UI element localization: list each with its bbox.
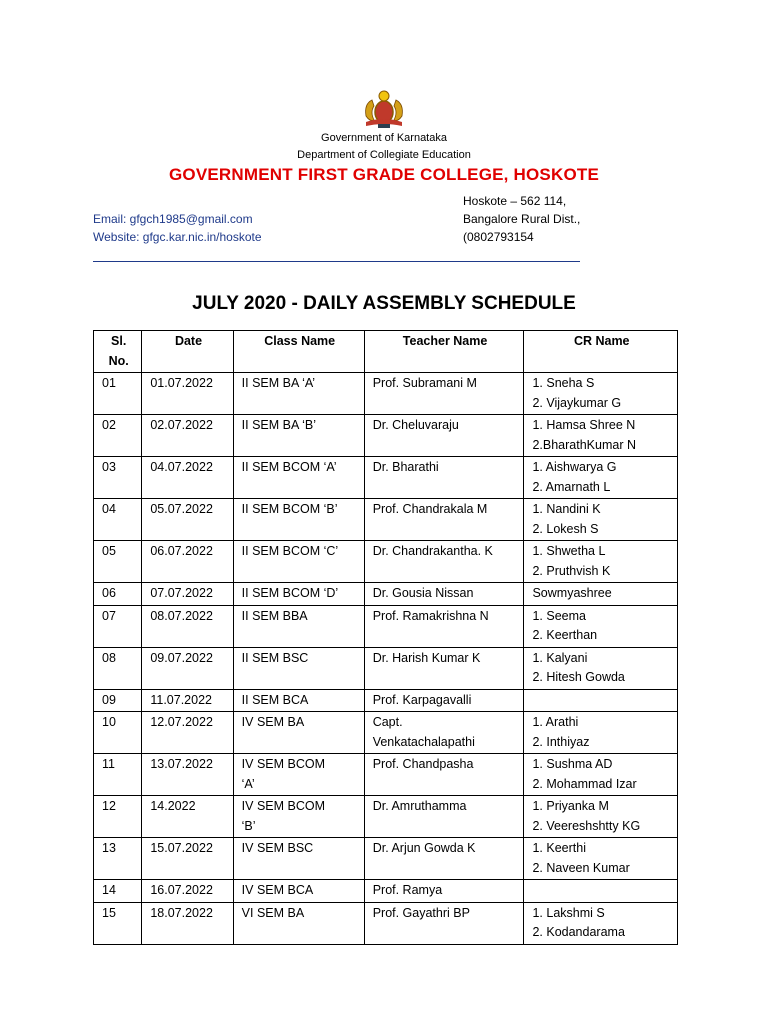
cell-cr-name-line: 1. Lakshmi S	[532, 905, 605, 920]
cell-class-name	[233, 499, 364, 541]
cell-class-name-line: IV SEM BCOM	[241, 757, 325, 771]
cell-cr-name-line: 1. Keerthi	[532, 841, 586, 855]
cell-date: 11.07.2022	[142, 689, 233, 712]
cell-teacher-name	[364, 457, 524, 499]
cell-class-name	[233, 647, 364, 689]
cell-date: 16.07.2022	[142, 880, 233, 903]
schedule-body	[94, 373, 678, 945]
karnataka-emblem-icon	[358, 86, 410, 130]
table-row	[94, 712, 678, 754]
cell-teacher-name-line: Dr. Amruthamma	[372, 799, 467, 813]
cell-cr-name-line: 2. Veereshshtty KG	[532, 818, 641, 833]
cell-date: 13.07.2022	[142, 754, 233, 796]
cell-class-name	[233, 902, 364, 944]
cell-class-name-line: VI SEM BA	[241, 905, 305, 920]
cell-class-name-line: IV SEM BCA	[241, 883, 314, 897]
header-divider	[93, 261, 580, 262]
cell-class-name-line: II SEM BA ‘A’	[241, 376, 316, 390]
website-text: Website: gfgc.kar.nic.in/hoskote	[93, 230, 262, 244]
address-block	[463, 192, 580, 246]
cell-cr-name	[524, 754, 678, 796]
cell-cr-name	[524, 583, 678, 606]
cell-cr-name-line: 2. Pruthvish K	[532, 563, 611, 578]
cell-date: 04.07.2022	[142, 457, 233, 499]
cell-teacher-name-line: Prof. Subramani M	[372, 376, 477, 390]
cell-class-name	[233, 838, 364, 880]
cell-teacher-name-line: Dr. Cheluvaraju	[372, 418, 459, 432]
cell-teacher-name-line: Prof. Karpagavalli	[372, 692, 472, 707]
cell-teacher-name-line: Venkatachalapathi	[372, 734, 475, 749]
cell-class-name-line: II SEM BBA	[241, 608, 308, 623]
cell-cr-name-line: 1. Hamsa Shree N	[532, 418, 636, 432]
cell-cr-name	[524, 689, 678, 712]
cell-date: 08.07.2022	[142, 605, 233, 647]
cell-teacher-name-line: Prof. Ramakrishna N	[372, 608, 489, 623]
cell-teacher-name-line: Prof. Chandrakala M	[372, 502, 488, 516]
table-row	[94, 754, 678, 796]
cell-cr-name-line: 2.BharathKumar N	[532, 437, 636, 452]
cell-date: 07.07.2022	[142, 583, 233, 606]
cell-class-name-line: II SEM BSC	[241, 650, 309, 665]
cell-sl-no: 09	[94, 689, 142, 712]
cell-class-name-line: II SEM BCOM ‘C’	[241, 544, 339, 558]
table-row	[94, 880, 678, 903]
cell-cr-name-line: 2. Hitesh Gowda	[532, 670, 625, 684]
table-row	[94, 902, 678, 944]
cell-cr-name	[524, 712, 678, 754]
contact-info	[93, 210, 262, 246]
table-row	[94, 796, 678, 838]
cell-class-name	[233, 796, 364, 838]
cell-teacher-name-line: Dr. Gousia Nissan	[372, 586, 474, 600]
cell-class-name-line: IV SEM BCOM	[241, 799, 325, 813]
cell-class-name-line: II SEM BCOM ‘D’	[241, 586, 339, 600]
cell-cr-name-line: 2. Amarnath L	[532, 479, 611, 494]
cell-teacher-name	[364, 605, 524, 647]
cell-cr-name-line: 2. Vijaykumar G	[532, 395, 622, 410]
cell-cr-name-line: 1. Kalyani	[532, 650, 588, 665]
header-class-name: Class Name	[233, 331, 364, 373]
cell-class-name	[233, 541, 364, 583]
cell-sl-no: 01	[94, 373, 142, 415]
cell-class-name	[233, 457, 364, 499]
cell-date: 05.07.2022	[142, 499, 233, 541]
cell-sl-no: 05	[94, 541, 142, 583]
college-title: GOVERNMENT FIRST GRADE COLLEGE, HOSKOTE	[169, 165, 599, 184]
cell-class-name	[233, 754, 364, 796]
cell-class-name	[233, 880, 364, 903]
cell-cr-name-line: 1. Seema	[532, 608, 586, 623]
cell-teacher-name	[364, 838, 524, 880]
cell-cr-name-line: 1. Shwetha L	[532, 544, 606, 558]
cell-teacher-name-line: Prof. Chandpasha	[372, 757, 474, 771]
cell-teacher-name	[364, 880, 524, 903]
table-row	[94, 605, 678, 647]
table-row	[94, 838, 678, 880]
cell-class-name-line: ‘A’	[241, 776, 255, 791]
cell-date: 14.2022	[142, 796, 233, 838]
cell-cr-name-line: 2. Mohammad Izar	[532, 776, 637, 791]
header-sl-no: Sl. No.	[94, 331, 142, 373]
cell-date: 09.07.2022	[142, 647, 233, 689]
cell-class-name-line: II SEM BCOM ‘B’	[241, 502, 338, 516]
cell-teacher-name	[364, 415, 524, 457]
cell-cr-name	[524, 499, 678, 541]
cell-teacher-name-line: Dr. Bharathi	[372, 460, 439, 474]
cell-cr-name-line: 2. Lokesh S	[532, 521, 599, 536]
email-text: Email: gfgch1985@gmail.com	[93, 212, 253, 226]
cell-sl-no: 02	[94, 415, 142, 457]
cell-teacher-name	[364, 754, 524, 796]
address-line-1: Hoskote – 562 114,	[463, 194, 567, 208]
cell-class-name-line: IV SEM BSC	[241, 841, 314, 855]
table-row	[94, 457, 678, 499]
cell-sl-no: 12	[94, 796, 142, 838]
header-date: Date	[142, 331, 233, 373]
cell-sl-no: 04	[94, 499, 142, 541]
table-row	[94, 499, 678, 541]
cell-class-name	[233, 605, 364, 647]
cell-sl-no: 08	[94, 647, 142, 689]
cell-cr-name-line: 2. Keerthan	[532, 628, 598, 642]
cell-cr-name-line: 1. Sushma AD	[532, 757, 613, 771]
cell-cr-name	[524, 373, 678, 415]
cell-class-name-line: II SEM BCOM ‘A’	[241, 460, 337, 474]
cell-cr-name	[524, 647, 678, 689]
table-row	[94, 689, 678, 712]
cell-cr-name-line: 1. Arathi	[532, 715, 579, 729]
department-label: Department of Collegiate Education	[297, 149, 471, 161]
cell-class-name	[233, 415, 364, 457]
cell-date: 01.07.2022	[142, 373, 233, 415]
cell-class-name-line: II SEM BCA	[241, 692, 309, 707]
cell-class-name	[233, 712, 364, 754]
table-row	[94, 373, 678, 415]
cell-cr-name-line: 1. Aishwarya G	[532, 460, 617, 474]
cell-teacher-name-line: Capt.	[372, 715, 403, 729]
cell-sl-no: 15	[94, 902, 142, 944]
cell-date: 15.07.2022	[142, 838, 233, 880]
cell-class-name-line: ‘B’	[241, 818, 256, 833]
cell-sl-no: 13	[94, 838, 142, 880]
cell-teacher-name-line: Prof. Ramya	[372, 883, 443, 897]
cell-teacher-name-line: Dr. Chandrakantha. K	[372, 544, 493, 558]
phone-text: (0802793154	[463, 230, 534, 244]
cell-cr-name-line: 2. Naveen Kumar	[532, 860, 630, 875]
cell-teacher-name	[364, 689, 524, 712]
header-cr-name: CR Name	[524, 331, 678, 373]
cell-cr-name	[524, 902, 678, 944]
cell-date: 02.07.2022	[142, 415, 233, 457]
cell-date: 06.07.2022	[142, 541, 233, 583]
cell-class-name	[233, 689, 364, 712]
cell-sl-no: 06	[94, 583, 142, 606]
table-row	[94, 541, 678, 583]
cell-cr-name-line: 1. Nandini K	[532, 502, 601, 516]
header-teacher-name: Teacher Name	[364, 331, 524, 373]
cell-cr-name	[524, 796, 678, 838]
cell-class-name	[233, 373, 364, 415]
table-row	[94, 415, 678, 457]
cell-cr-name-line: Sowmyashree	[532, 586, 612, 600]
cell-teacher-name	[364, 583, 524, 606]
table-header-row	[94, 331, 678, 373]
assembly-schedule-table	[93, 330, 678, 945]
table-row	[94, 647, 678, 689]
cell-sl-no: 03	[94, 457, 142, 499]
cell-sl-no: 14	[94, 880, 142, 903]
cell-cr-name-line: 2. Kodandarama	[532, 925, 625, 939]
cell-teacher-name-line: Prof. Gayathri BP	[372, 905, 470, 920]
cell-sl-no: 11	[94, 754, 142, 796]
cell-sl-no: 07	[94, 605, 142, 647]
cell-date: 12.07.2022	[142, 712, 233, 754]
cell-date: 18.07.2022	[142, 902, 233, 944]
cell-teacher-name-line: Dr. Harish Kumar K	[372, 650, 481, 665]
cell-cr-name-line: 1. Sneha S	[532, 376, 595, 390]
cell-teacher-name	[364, 647, 524, 689]
cell-cr-name	[524, 457, 678, 499]
cell-teacher-name-line: Dr. Arjun Gowda K	[372, 841, 476, 855]
cell-cr-name-line: 2. Inthiyaz	[532, 734, 590, 749]
cell-teacher-name	[364, 796, 524, 838]
cell-teacher-name	[364, 541, 524, 583]
cell-cr-name	[524, 605, 678, 647]
cell-sl-no: 10	[94, 712, 142, 754]
government-label: Government of Karnataka	[321, 132, 447, 144]
cell-cr-name	[524, 838, 678, 880]
cell-cr-name	[524, 880, 678, 903]
cell-teacher-name	[364, 902, 524, 944]
cell-cr-name	[524, 541, 678, 583]
cell-teacher-name	[364, 373, 524, 415]
address-line-2: Bangalore Rural Dist.,	[463, 212, 581, 226]
cell-teacher-name	[364, 712, 524, 754]
cell-teacher-name	[364, 499, 524, 541]
cell-class-name-line: IV SEM BA	[241, 715, 305, 729]
cell-cr-name	[524, 415, 678, 457]
cell-cr-name-line: 1. Priyanka M	[532, 799, 609, 813]
schedule-title: JULY 2020 - DAILY ASSEMBLY SCHEDULE	[192, 293, 576, 314]
cell-class-name	[233, 583, 364, 606]
table-row	[94, 583, 678, 606]
cell-class-name-line: II SEM BA ‘B’	[241, 418, 316, 432]
